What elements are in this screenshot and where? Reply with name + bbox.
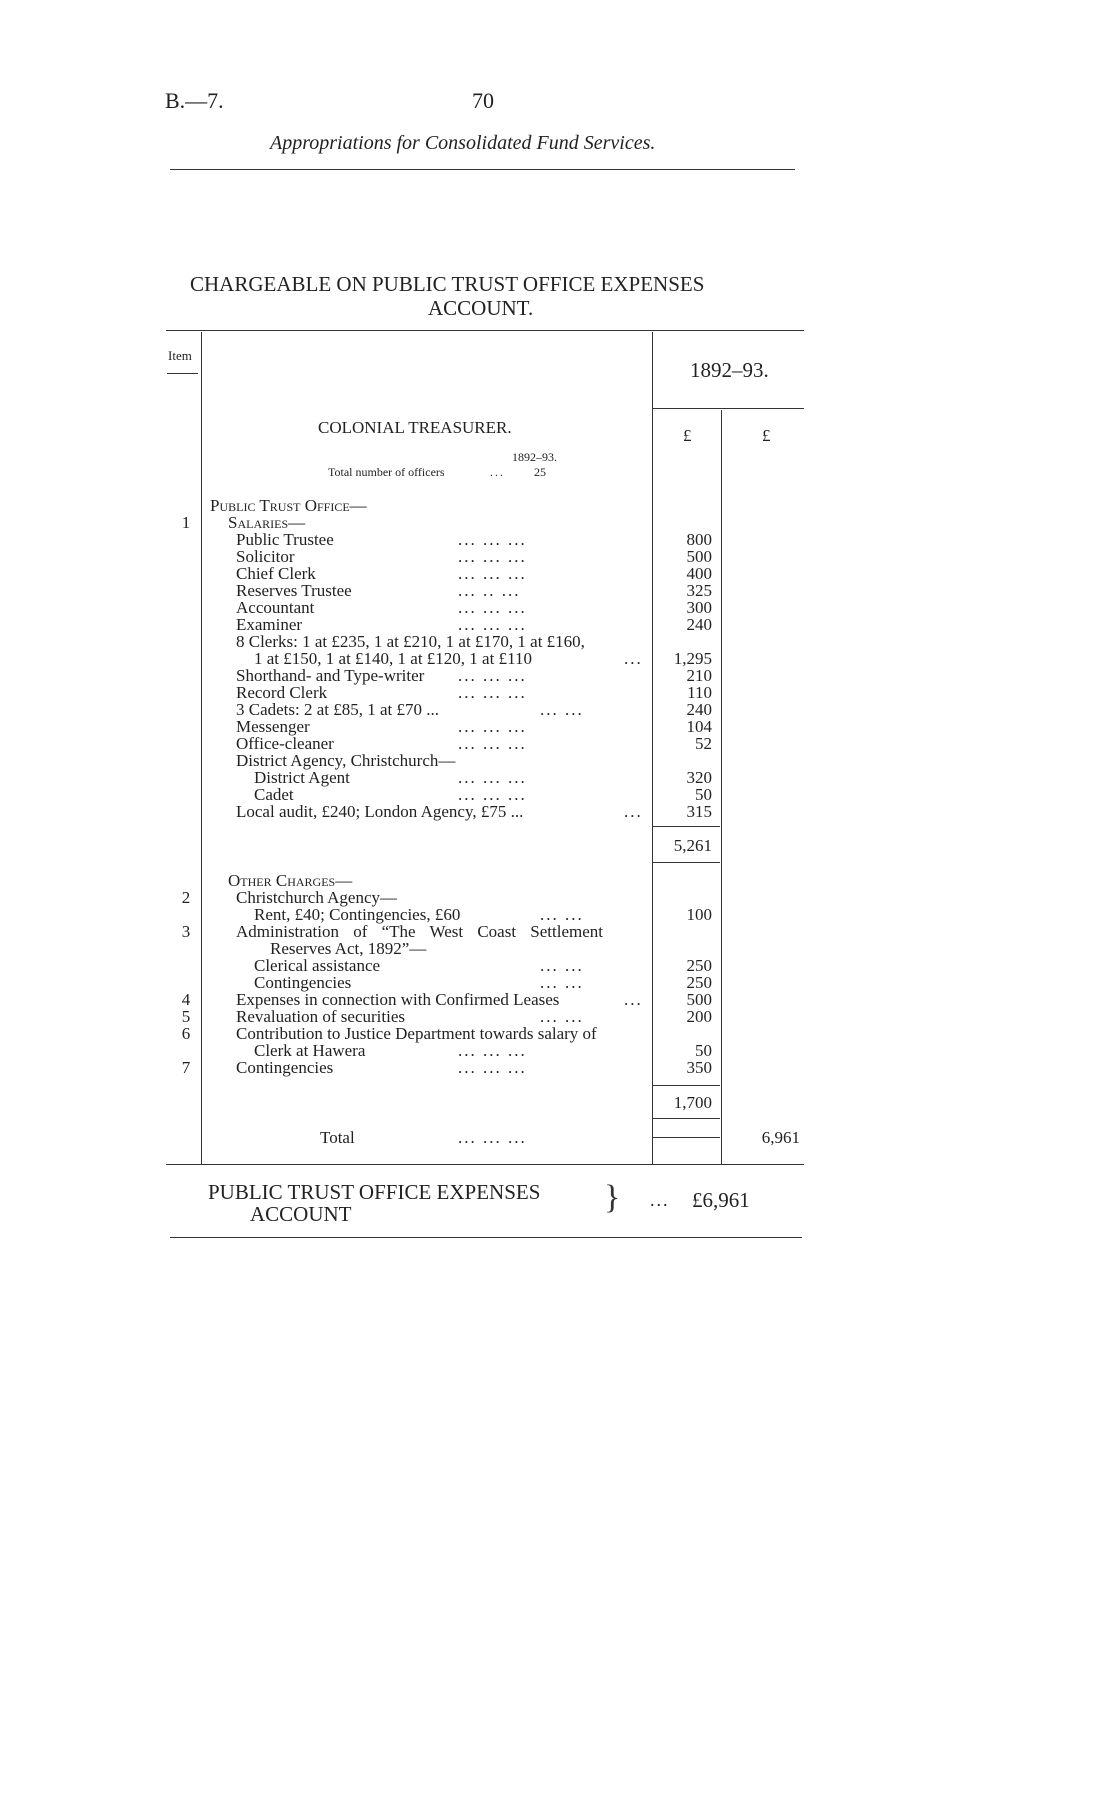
salary-dots: ... ... ... [458,717,527,736]
audit-label: Local audit, £240; London Agency, £75 ... [236,802,524,821]
table-top-rule [166,330,804,331]
clerks-dots: ... [624,649,643,668]
revaluation-label: Revaluation of securities [236,1007,406,1026]
salary-value: 240 [686,700,712,719]
total-column-rule [721,410,722,1164]
clerical-value: 250 [686,956,712,975]
footer-line1: PUBLIC TRUST OFFICE EXPENSES [208,1180,541,1204]
footer-brace-icon: } [604,1179,621,1216]
salaries-subtotal-rule [653,826,720,827]
district-label: Cadet [254,785,294,804]
pound-header-1: £ [683,426,692,445]
district-value: 320 [686,768,712,787]
officers-count: 25 [534,465,546,479]
salary-label: Shorthand- and Type-writer [236,666,425,685]
justice-dots: ... ... ... [458,1041,527,1060]
salaries-item-number: 1 [181,513,191,532]
contingencies-value: 350 [686,1058,712,1077]
clerks-line2: 1 at £150, 1 at £140, 1 at £120, 1 at £110 [254,649,532,668]
clerical-label: Clerical assistance [254,956,381,975]
officers-year: 1892–93. [512,450,557,464]
salary-value: 800 [686,530,712,549]
revaluation-value: 200 [686,1007,712,1026]
item-number: 2 [181,888,191,907]
district-value: 50 [695,785,712,804]
item-number: 3 [181,922,191,941]
salary-label: Public Trustee [236,530,334,549]
item-column-rule [201,332,202,1164]
salary-label: Accountant [236,598,315,617]
page-number: 70 [472,88,494,113]
district-heading: District Agency, Christchurch— [236,751,456,770]
salary-label: Solicitor [236,547,295,566]
pound-header-2: £ [762,426,771,445]
salary-value: 104 [686,717,712,736]
total-rule [653,1137,720,1138]
salary-label: Messenger [236,717,310,736]
salary-label: Chief Clerk [236,564,316,583]
salary-label: Reserves Trustee [236,581,352,600]
chch-dots: ... ... [540,905,584,924]
item-number: 5 [181,1007,191,1026]
westcoast-line2: Reserves Act, 1892”— [270,939,427,958]
item-number: 6 [181,1024,191,1043]
grand-total: 6,961 [761,1128,800,1147]
salary-dots: ... ... ... [458,547,527,566]
district-dots: ... ... ... [458,768,527,787]
header-rule [170,169,795,170]
contingencies-a-dots: ... ... [540,973,584,992]
westcoast-line1: Administration of “The West Coast Settlement [236,922,604,941]
page-ref: B.—7. [165,88,224,113]
audit-dots: ... [624,802,643,821]
salary-value: 500 [686,547,712,566]
contingencies-a-label: Contingencies [254,973,352,992]
salary-dots: ... ... ... [458,734,527,753]
pto-heading: Public Trust Office— [210,496,367,515]
chch-value: 100 [686,905,712,924]
salary-value: 300 [686,598,712,617]
total-label: Total [320,1128,355,1147]
clerks-value: 1,295 [673,649,712,668]
year-header-rule [652,408,804,409]
salary-value: 400 [686,564,712,583]
salary-label: Office-cleaner [236,734,334,753]
item-number: 7 [181,1058,191,1077]
section-title: COLONIAL TREASURER. [318,418,512,437]
salary-value: 325 [686,581,712,600]
footer-rule [170,1237,802,1238]
contingencies-dots: ... ... ... [458,1058,527,1077]
year-header: 1892–93. [690,358,769,382]
leases-dots: ... [624,990,643,1009]
salary-dots: ... ... ... [458,666,527,685]
contingencies-label: Contingencies [236,1058,334,1077]
salary-dots: ... ... ... [458,598,527,617]
total-dots: ... ... ... [458,1128,527,1147]
leases-value: 500 [686,990,712,1009]
clerical-dots: ... ... [540,956,584,975]
salary-value: 210 [686,666,712,685]
title-line2: ACCOUNT. [428,296,534,320]
salary-value: 110 [687,683,712,702]
other-subtotal-rule-lower [653,1118,720,1119]
salary-value: 52 [695,734,712,753]
item-header: Item [168,348,192,363]
other-charges-heading: Other Charges— [228,871,353,890]
district-dots: ... ... ... [458,785,527,804]
salary-label: Record Clerk [236,683,328,702]
district-label: District Agent [254,768,350,787]
salary-dots: ... .. ... [458,581,521,600]
salaries-heading: Salaries— [228,513,306,532]
title-line1: CHARGEABLE ON PUBLIC TRUST OFFICE EXPENSES [190,272,705,296]
salary-dots: ... ... ... [458,564,527,583]
salary-dots: ... ... ... [458,530,527,549]
other-subtotal-rule [653,1085,720,1086]
salary-dots: ... ... ... [458,615,527,634]
chch-heading: Christchurch Agency— [236,888,397,907]
officers-dots: ... [490,465,505,479]
chch-label: Rent, £40; Contingencies, £60 [254,905,461,924]
salary-label: Examiner [236,615,303,634]
salary-dots: ... ... ... [458,683,527,702]
salary-label: 3 Cadets: 2 at £85, 1 at £70 ... [236,700,440,719]
salary-value: 240 [686,615,712,634]
justice-line2: Clerk at Hawera [254,1041,366,1060]
table-bottom-rule [166,1164,804,1165]
officers-label: Total number of officers [328,465,445,479]
justice-value: 50 [695,1041,712,1060]
salaries-subtotal-rule-lower [653,862,720,863]
item-number: 4 [181,990,191,1009]
justice-line1: Contribution to Justice Department towards salary of [236,1024,597,1043]
salary-dots: ... ... [540,700,584,719]
item-header-underline [167,373,198,374]
clerks-line1: 8 Clerks: 1 at £235, 1 at £210, 1 at £170, 1 at £160, [236,632,585,651]
footer-amount: £6,961 [692,1188,750,1212]
contingencies-a-value: 250 [686,973,712,992]
audit-value: 315 [686,802,712,821]
other-total: 1,700 [673,1093,712,1112]
footer-line2: ACCOUNT [250,1202,352,1226]
salaries-total: 5,261 [673,836,712,855]
footer-dots: ... [650,1190,670,1210]
leases-label: Expenses in connection with Confirmed Leases [236,990,560,1009]
page-subtitle: Appropriations for Consolidated Fund Services. [270,132,656,154]
revaluation-dots: ... ... [540,1007,584,1026]
